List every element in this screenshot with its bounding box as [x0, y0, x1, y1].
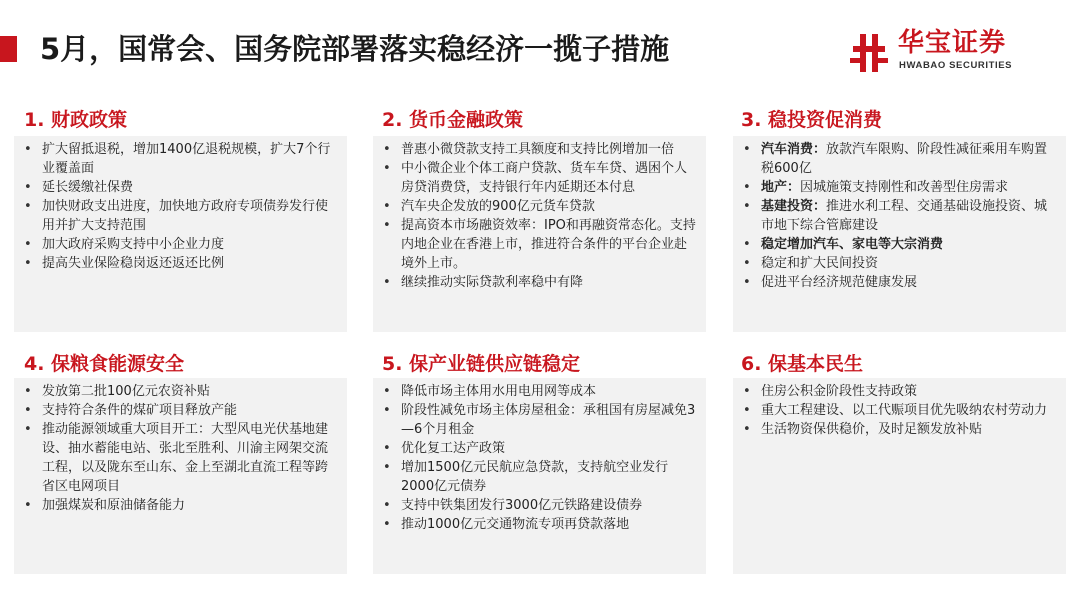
section-panel-monetary	[373, 136, 706, 332]
list-item: • 加强煤炭和原油储备能力	[20, 496, 339, 515]
page-title: 5月，国常会、国务院部署落实稳经济一揽子措施	[40, 32, 670, 66]
list-item: • 提高资本市场融资效率：IPO和再融资常态化。支持内地企业在香港上市，推进符合条件的平台企业赴境外上市。	[379, 216, 698, 273]
list-item: • 生活物资保供稳价，及时足额发放补贴	[739, 420, 1058, 439]
section-title-fiscal: 1. 财政政策	[24, 109, 128, 131]
list-item: • 优化复工达产政策	[379, 439, 698, 458]
section-panel-food-energy	[14, 378, 347, 574]
hwabao-logo-icon	[848, 30, 890, 74]
list-item: • 降低市场主体用水用电用网等成本	[379, 382, 698, 401]
list-item: • 继续推动实际贷款利率稳中有降	[379, 273, 698, 292]
list-item: • 支持中铁集团发行3000亿元铁路建设债券	[379, 496, 698, 515]
list-item: • 加大政府采购支持中小企业力度	[20, 235, 339, 254]
item-label: 稳定增加汽车、家电等大宗消费	[761, 237, 944, 252]
logo-name: 华宝证券	[898, 28, 1007, 58]
logo	[848, 28, 1048, 76]
list-item: • 汽车央企发放的900亿元货车贷款	[379, 197, 698, 216]
list-item: • 汽车消费：放款汽车限购、阶段性减征乘用车购置税600亿	[739, 140, 1058, 178]
list-item: • 推动能源领域重大项目开工：大型风电光伏基地建设、抽水蓄能电站、张北至胜利、川渝主网架交流工程，以及陇东至山东、金上至湖北直流工程等跨省区电网项目	[20, 420, 339, 496]
section-title-investment-consumption: 3. 稳投资促消费	[741, 109, 883, 131]
list-item: • 推动1000亿元交通物流专项再贷款落地	[379, 515, 698, 534]
section-panel-livelihood	[733, 378, 1066, 574]
list-item: • 稳定和扩大民间投资	[739, 254, 1058, 273]
item-label: 地产：	[761, 180, 801, 195]
list-item: • 促进平台经济规范健康发展	[739, 273, 1058, 292]
section-panel-investment-consumption	[733, 136, 1066, 332]
section-title-food-energy: 4. 保粮食能源安全	[24, 353, 185, 375]
section-panel-fiscal	[14, 136, 347, 332]
section-title-supply-chain: 5. 保产业链供应链稳定	[382, 353, 581, 375]
section-panel-supply-chain	[373, 378, 706, 574]
list-item: • 延长缓缴社保费	[20, 178, 339, 197]
list-item: • 阶段性减免市场主体房屋租金：承租国有房屋减免3—6个月租金	[379, 401, 698, 439]
section-title-monetary: 2. 货币金融政策	[382, 109, 524, 131]
list-item: • 加快财政支出进度，加快地方政府专项债券发行使用并扩大支持范围	[20, 197, 339, 235]
logo-english: HWABAO SECURITIES	[899, 60, 1013, 71]
list-item: • 增加1500亿元民航应急贷款，支持航空业发行2000亿元债券	[379, 458, 698, 496]
list-item: • 扩大留抵退税，增加1400亿退税规模，扩大7个行业覆盖面	[20, 140, 339, 178]
list-item: • 重大工程建设、以工代赈项目优先吸纳农村劳动力	[739, 401, 1058, 420]
list-item: • 住房公积金阶段性支持政策	[739, 382, 1058, 401]
list-item: • 支持符合条件的煤矿项目释放产能	[20, 401, 339, 420]
list-item: • 普惠小微贷款支持工具额度和支持比例增加一倍	[379, 140, 698, 159]
item-label: 基建投资：	[761, 199, 827, 214]
item-label: 汽车消费：	[761, 142, 827, 157]
section-title-livelihood: 6. 保基本民生	[741, 353, 864, 375]
list-item: • 提高失业保险稳岗返还返还比例	[20, 254, 339, 273]
title-accent-bar	[0, 36, 17, 62]
list-item: • 基建投资：推进水利工程、交通基础设施投资、城市地下综合管廊建设	[739, 197, 1058, 235]
list-item	[739, 235, 1058, 254]
list-item: • 发放第二批100亿元农资补贴	[20, 382, 339, 401]
list-item: • 地产：因城施策支持刚性和改善型住房需求	[739, 178, 1058, 197]
list-item: • 中小微企业个体工商户贷款、货车车贷、遇困个人房贷消费贷，支持银行年内延期还本付息	[379, 159, 698, 197]
